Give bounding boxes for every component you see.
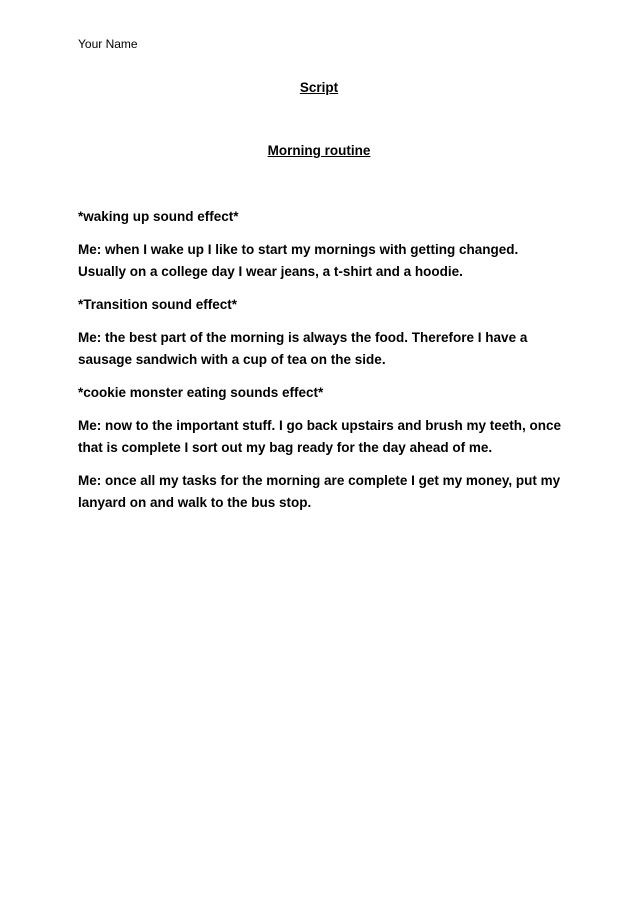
sound-effect-cookie-monster: *cookie monster eating sounds effect* (78, 385, 324, 400)
script-body (78, 206, 564, 525)
header-author-name: Your Name (78, 37, 138, 51)
dialogue-breakfast: Me: the best part of the morning is always the food. Therefore I have a sausage sandwich with a cup of tea on the side. (78, 330, 528, 367)
sound-effect-waking-up: *waking up sound effect* (78, 209, 239, 224)
dialogue-teeth-and-bag: Me: now to the important stuff. I go back upstairs and brush my teeth, once that is complete I sort out my bag ready for the day ahead of me. (78, 418, 562, 455)
morning-routine-heading: Morning routine (267, 143, 371, 158)
script-title: Script (299, 80, 339, 95)
sound-effect-transition: *Transition sound effect* (78, 297, 238, 312)
dialogue-getting-changed: Me: when I wake up I like to start my mornings with getting changed. Usually on a college day I wear jeans, a t-shirt and a hoodie. (78, 242, 519, 279)
dialogue-bus-stop: Me: once all my tasks for the morning are complete I get my money, put my lanyard on and walk to the bus stop. (78, 473, 561, 510)
